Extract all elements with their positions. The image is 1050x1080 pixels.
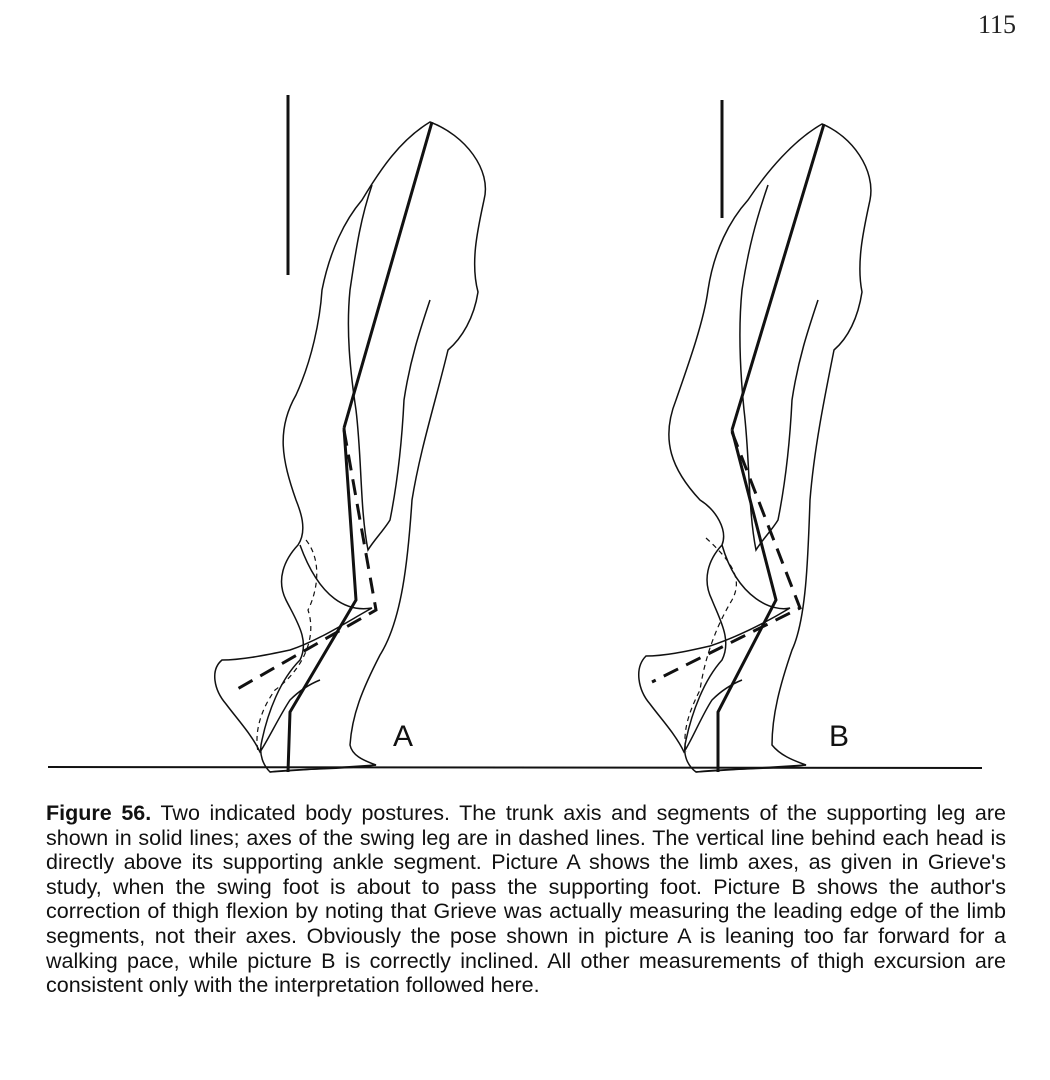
- swing-leg-inner-a: [257, 540, 317, 752]
- posture-b: [639, 100, 871, 772]
- ground-line: [48, 767, 982, 768]
- trunk-axis-a: [344, 122, 432, 428]
- supporting-leg-axis-a: [288, 428, 356, 772]
- panel-label-b: B: [829, 720, 850, 753]
- body-outline-a: [261, 122, 486, 772]
- swing-leg-outline-a: [215, 545, 372, 752]
- posture-a: [215, 95, 486, 772]
- figure-label: Figure 56.: [46, 801, 152, 825]
- swing-leg-outline-b: [639, 545, 790, 752]
- supporting-foot-a: [270, 765, 376, 772]
- supporting-leg-axis-b: [718, 430, 776, 772]
- trunk-axis-b: [732, 124, 824, 430]
- caption-text: Two indicated body postures. The trunk axis and segments of the supporting leg are shown in solid lines; axes of the swing leg are in dashed lines. The vertical line behind each head is directly above its supporting ankle segment. Picture A shows the limb axes, as given in Grieve's study, when the swing foot is about to pass the supporting foot. Picture B shows the author's correction of thigh flexion by noting that Grieve was actually measuring the leading edge of the limb segments, not their axes. Obviously the pose shown in picture A is leaning too far forward for a walking pace, while picture B is correctly inclined. All other measurements of thigh excursion are consistent only with the interpretation followed here.: [46, 801, 1006, 998]
- body-outline-b: [669, 124, 871, 772]
- page-number: 115: [977, 10, 1016, 39]
- figure-caption: [46, 801, 1006, 998]
- panel-label-a: A: [393, 720, 414, 753]
